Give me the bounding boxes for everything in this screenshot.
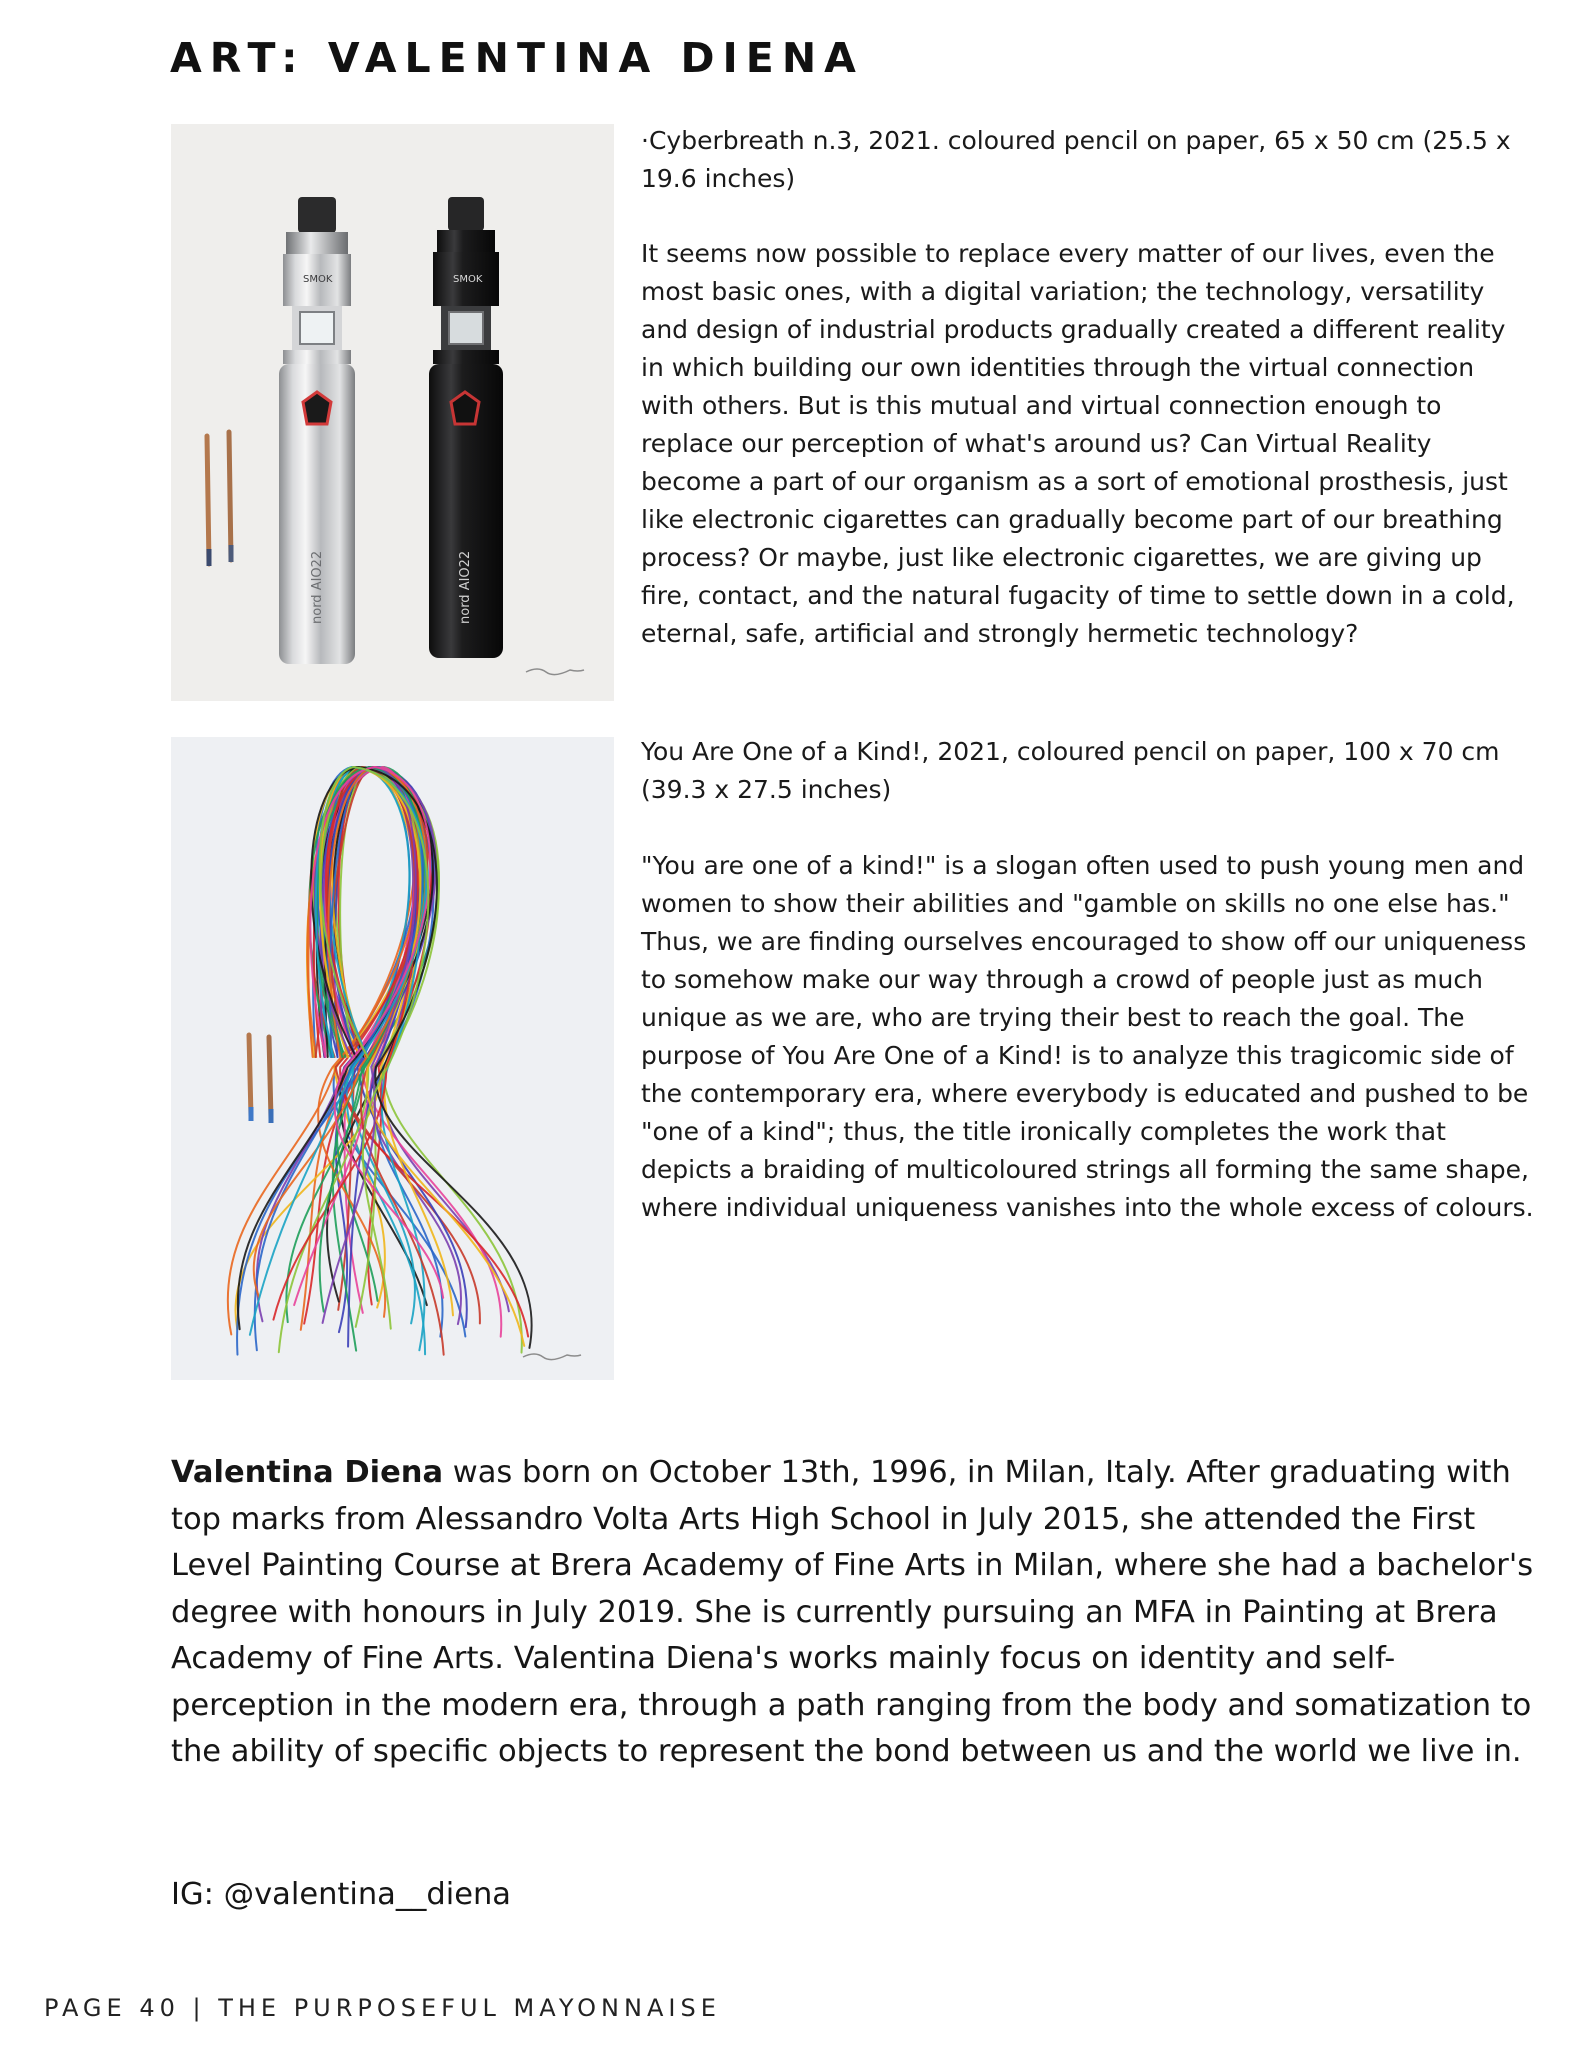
silver-device-brand: SMOK <box>303 274 333 285</box>
artwork-cyberbreath-caption: ·Cyberbreath n.3, 2021. coloured pencil on paper, 65 x 50 cm (25.5 x 19.6 inches) <box>641 126 1511 193</box>
artwork-one-of-a-kind-caption: You Are One of a Kind!, 2021, coloured pencil on paper, 100 x 70 cm (39.3 x 27.5 inches) <box>641 737 1500 804</box>
black-device-model: nord AIO22 <box>458 550 473 624</box>
instagram-handle: IG: @valentina__diena <box>171 1877 511 1912</box>
page-title: ART: VALENTINA DIENA <box>170 34 864 82</box>
artist-bio <box>171 1450 1551 1776</box>
artist-bio-text: was born on October 13th, 1996, in Milan, Italy. After graduating with top marks from Alessandro Volta Arts High School in July 2015, she attended the First Level Painting Course at Brera Academy of Fine Arts in Milan, where she had a bachelor's degree with honours in July 2019. She is currently pursuing an MFA in Painting at Brera Academy of Fine Arts. Valentina Diena's works mainly focus on identity and self-perception in the modern era, through a path ranging from the body and somatization to the ability of specific objects to represent the bond between us and the world we live in. <box>171 1455 1534 1769</box>
artwork-one-of-a-kind-description: "You are one of a kind!" is a slogan often used to push young men and women to show their abilities and "gamble on skills no one else has." Thus, we are finding ourselves encouraged to show off our uniqueness to somehow make our way through a crowd of people just as much unique as we are, who are trying their best to reach the goal. The purpose of You Are One of a Kind! is to analyze this tragicomic side of the contemporary era, where everybody is educated and pushed to be "one of a kind"; thus, the title ironically completes the work that depicts a braiding of multicoloured strings all forming the same shape, where individual uniqueness vanishes into the whole excess of colours. <box>641 851 1534 1222</box>
silver-device-model: nord AIO22 <box>310 550 325 624</box>
artist-name: Valentina Diena <box>171 1455 444 1490</box>
artwork-cyberbreath-description: It seems now possible to replace every matter of our lives, even the most basic ones, with a digital variation; the technology, versatility and design of industrial products gradually created a different reality in which building our own identities through the virtual connection with others. But is this mutual and virtual connection enough to replace our perception of what's around us? Can Virtual Reality become a part of our organism as a sort of emotional prosthesis, just like electronic cigarettes can gradually become part of our breathing process? Or maybe, just like electronic cigarettes, we are giving up fire, contact, and the natural fugacity of time to settle down in a cold, eternal, safe, artificial and strongly hermetic technology? <box>641 239 1515 648</box>
page-footer: PAGE 40 | THE PURPOSEFUL MAYONNAISE <box>44 1994 721 2022</box>
artwork-cyberbreath-image <box>171 124 614 701</box>
artwork-one-of-a-kind-image <box>171 737 614 1380</box>
black-device-brand: SMOK <box>453 274 483 285</box>
